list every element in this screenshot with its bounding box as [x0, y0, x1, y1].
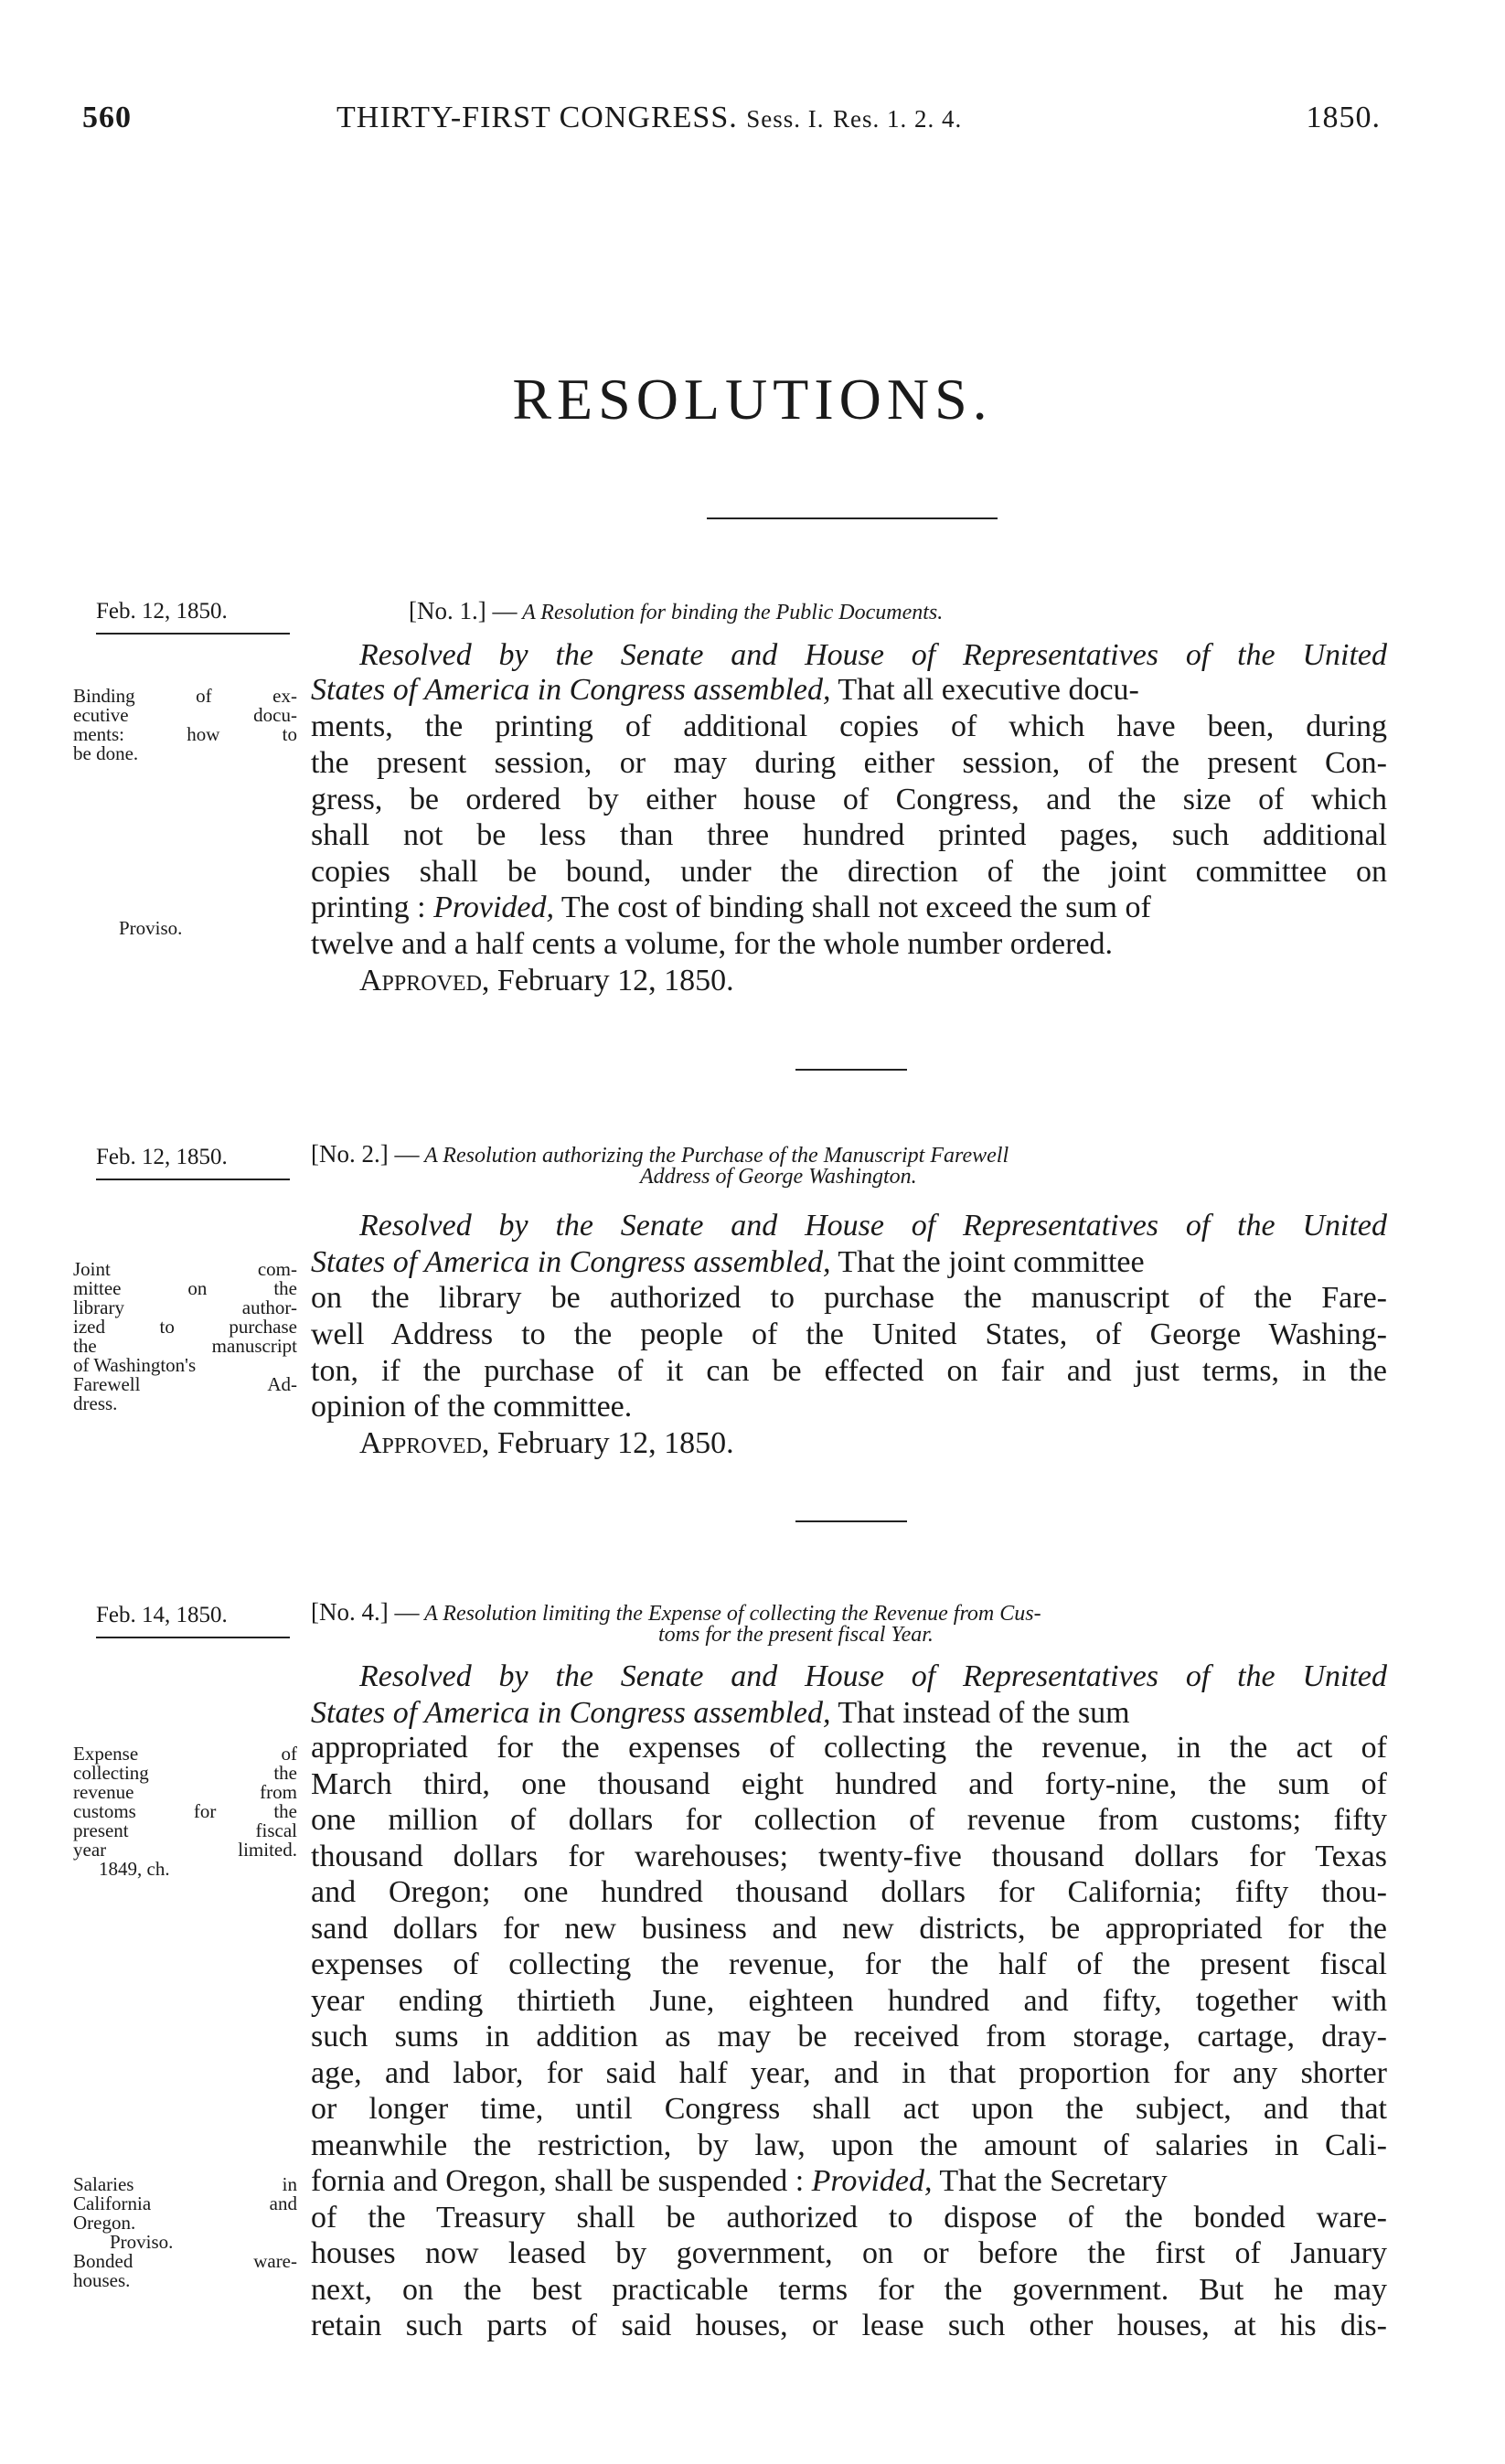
- text-line: Resolved by the Senate and House of Representatives of the United: [359, 1659, 1387, 1693]
- margin-note: the manuscript: [73, 1335, 297, 1357]
- text-span: That the joint committee: [830, 1245, 1145, 1279]
- text-line: ton, if the purchase of it can be effected on fair and just terms, in the: [311, 1354, 1387, 1388]
- margin-note: of Washington's: [73, 1354, 197, 1376]
- resolution-4-caption-line2: toms for the present fiscal Year.: [658, 1623, 934, 1647]
- text-line: copies shall be bound, under the direction of the joint committee on: [311, 855, 1387, 889]
- text-span: The cost of binding shall not exceed the sum of: [553, 891, 1151, 924]
- resolution-4-caption-text: A Resolution limiting the Expense of collecting the Revenue from Cus-: [424, 1602, 1041, 1626]
- title-rule: [707, 517, 998, 519]
- margin-note: Salaries in: [73, 2173, 297, 2195]
- text-line: opinion of the committee.: [311, 1390, 633, 1424]
- resolution-1-caption: [409, 597, 1414, 625]
- margin-note: California and: [73, 2192, 297, 2214]
- text-line: ments, the printing of additional copies of which have been, during: [311, 709, 1387, 743]
- text-line: sand dollars for new business and new districts, be appropriated for the: [311, 1912, 1387, 1946]
- text-line: March third, one thousand eight hundred and forty-nine, the sum of: [311, 1767, 1387, 1801]
- text-span: States of America in Congress assembled,: [311, 1696, 831, 1730]
- section-rule: [795, 1520, 907, 1522]
- text-line: [311, 673, 1387, 708]
- text-line: [311, 891, 1387, 925]
- text-span: States of America in Congress assembled,: [311, 673, 831, 707]
- text-line: such sums in addition as may be received from storage, cartage, dray-: [311, 2020, 1387, 2053]
- margin-note: Joint com-: [73, 1258, 297, 1280]
- margin-note: be done.: [73, 742, 139, 764]
- approved-date: February 12, 1850.: [489, 964, 734, 997]
- margin-note: Farewell Ad-: [73, 1373, 297, 1395]
- resolution-1-number: [No. 1.] —: [409, 597, 518, 624]
- text-span: Provided,: [433, 891, 554, 924]
- text-line: shall not be less than three hundred printed pages, such additional: [311, 818, 1387, 852]
- text-line: well Address to the people of the United States, of George Washing-: [311, 1317, 1387, 1351]
- margin-note-proviso: Proviso.: [110, 2231, 174, 2253]
- margin-note: houses.: [73, 2269, 131, 2291]
- text-span: States of America in Congress assembled,: [311, 1245, 831, 1279]
- text-line: the present session, or may during either session, of the present Con-: [311, 746, 1387, 780]
- margin-note: library author-: [73, 1296, 297, 1318]
- text-line: and Oregon; one hundred thousand dollars for California; fifty thou-: [311, 1875, 1387, 1909]
- resolution-2-caption-line2: Address of George Washington.: [640, 1165, 917, 1189]
- text-line: retain such parts of said houses, or lease such other houses, at his dis-: [311, 2309, 1387, 2342]
- margin-note: dress.: [73, 1392, 118, 1414]
- margin-note: customs for the: [73, 1800, 297, 1822]
- text-line: next, on the best practicable terms for the government. But he may: [311, 2273, 1387, 2307]
- margin-note: Binding of ex-: [73, 685, 297, 707]
- resolution-4-number: [No. 4.] —: [311, 1598, 420, 1626]
- resolution-2-date-rule: [96, 1179, 290, 1180]
- resolution-4-date: Feb. 14, 1850.: [96, 1603, 228, 1627]
- section-rule: [795, 1069, 907, 1071]
- text-span: fornia and Oregon, shall be suspended :: [311, 2164, 812, 2198]
- resolution-1-caption-text: A Resolution for binding the Public Documents.: [522, 601, 944, 624]
- text-span: That instead of the sum: [830, 1696, 1130, 1730]
- resolution-4-date-rule: [96, 1637, 290, 1638]
- approved-date: February 12, 1850.: [489, 1426, 734, 1460]
- margin-note: Expense of: [73, 1743, 297, 1765]
- text-span: Provided,: [811, 2164, 933, 2198]
- margin-note: Oregon.: [73, 2212, 136, 2234]
- text-line: [311, 1245, 1387, 1280]
- text-line: Resolved by the Senate and House of Representatives of the United: [359, 1209, 1387, 1243]
- text-line: age, and labor, for said half year, and in that proportion for any shorter: [311, 2056, 1387, 2090]
- resolution-2-caption-text: A Resolution authorizing the Purchase of the Manuscript Farewell: [424, 1144, 1009, 1168]
- text-span: That all executive docu-: [830, 673, 1139, 707]
- resolution-1-date: Feb. 12, 1850.: [96, 599, 228, 624]
- text-line: year ending thirtieth June, eighteen hundred and fifty, together with: [311, 1984, 1387, 2018]
- approved-line: [359, 1426, 1436, 1461]
- text-line: thousand dollars for warehouses; twenty-five thousand dollars for Texas: [311, 1840, 1387, 1873]
- approved-label: Approved,: [359, 1426, 490, 1460]
- running-title-text: THIRTY-FIRST CONGRESS.: [336, 101, 738, 134]
- margin-note: ments: how to: [73, 723, 297, 745]
- text-line: houses now leased by government, on or before the first of January: [311, 2236, 1387, 2270]
- resolution-1-date-rule: [96, 633, 290, 635]
- margin-note: mittee on the: [73, 1277, 297, 1299]
- page-number: 560: [82, 101, 132, 134]
- resolutions-ref: Res. 1. 2. 4.: [833, 105, 963, 133]
- margin-note: revenue from: [73, 1781, 297, 1803]
- margin-note: Bonded ware-: [73, 2250, 297, 2272]
- text-span: printing :: [311, 891, 434, 924]
- margin-note-proviso: Proviso.: [119, 917, 183, 939]
- session-label: Sess. I.: [746, 105, 825, 133]
- approved-line: [359, 964, 1436, 998]
- text-line: [311, 2164, 1387, 2199]
- text-line: of the Treasury shall be authorized to dispose of the bonded ware-: [311, 2201, 1387, 2235]
- running-title: [336, 101, 962, 135]
- margin-note: collecting the: [73, 1762, 297, 1784]
- running-header: [82, 101, 1381, 155]
- page-title: RESOLUTIONS.: [512, 367, 993, 432]
- text-line: one million of dollars for collection of revenue from customs; fifty: [311, 1803, 1387, 1837]
- text-line: [311, 1696, 1387, 1731]
- text-line: or longer time, until Congress shall act upon the subject, and that: [311, 2092, 1387, 2126]
- margin-note: present fiscal: [73, 1819, 297, 1841]
- text-line: gress, be ordered by either house of Congress, and the size of which: [311, 783, 1387, 816]
- margin-note: 1849, ch.: [99, 1858, 170, 1880]
- resolution-2-date: Feb. 12, 1850.: [96, 1145, 228, 1169]
- text-line: appropriated for the expenses of collecting the revenue, in the act of: [311, 1731, 1387, 1765]
- text-span: That the Secretary: [932, 2164, 1168, 2198]
- margin-note: year limited.: [73, 1839, 297, 1861]
- text-line: on the library be authorized to purchase the manuscript of the Fare-: [311, 1281, 1387, 1315]
- resolution-2-number: [No. 2.] —: [311, 1140, 420, 1168]
- margin-note: ized to purchase: [73, 1316, 297, 1338]
- text-line: Resolved by the Senate and House of Representatives of the United: [359, 638, 1387, 672]
- text-line: expenses of collecting the revenue, for the half of the present fiscal: [311, 1947, 1387, 1981]
- text-line: twelve and a half cents a volume, for the whole number ordered.: [311, 927, 1114, 961]
- approved-label: Approved,: [359, 964, 490, 997]
- margin-note: ecutive docu-: [73, 704, 297, 726]
- header-year: 1850.: [1306, 101, 1381, 134]
- text-line: meanwhile the restriction, by law, upon the amount of salaries in Cali-: [311, 2128, 1387, 2162]
